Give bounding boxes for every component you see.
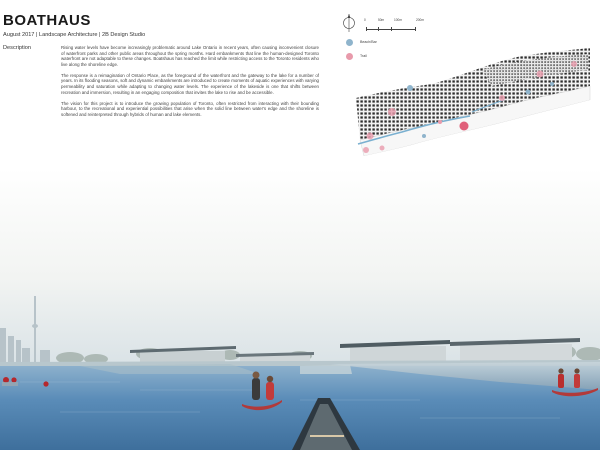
description-body	[61, 45, 319, 123]
map-node	[388, 108, 396, 116]
legend-beach-label: Beach/Bar	[360, 40, 377, 44]
project-subtitle: August 2017 | Landscape Architecture | 2B Design Studio	[3, 32, 146, 38]
map-node	[537, 71, 544, 78]
scale-bar-labels	[364, 18, 434, 24]
scale-bar	[366, 26, 416, 32]
legend-trail-label: Trail	[360, 54, 367, 58]
map-node	[460, 122, 469, 131]
description-paragraph-3: The vision for this project is to introduce the growing population of Toronto, often restricted from interacting with their bounding harbour, to the recreational and experiential possibilities that arise when the solid line between water's edge and the shoreline is softened and reinterpreted through hybrids of human and lake elements.	[61, 100, 319, 117]
north-arrow-icon	[342, 12, 356, 34]
map-node	[363, 147, 369, 153]
map-node	[380, 146, 385, 151]
map-node	[499, 95, 505, 101]
scale-label-50: 50m	[378, 18, 385, 22]
description-paragraph-2: The response is a reimagination of Ontario Place, as the foreground of the waterfront and the gateway to the lake for a number of years. In its flooding seasons, soft and dynamic embankments are introduced to create moments of aquatic experiences with varying permeability and saturation while adapting to changing water levels. The experience of the lakeside is one that shifts between recreation and immersion, resulting in an engaging composition that invites the lake to rise and be accessible.	[61, 72, 319, 95]
map-node	[367, 133, 374, 140]
scale-label-100: 100m	[394, 18, 402, 22]
scale-label-200: 200m	[416, 18, 424, 22]
site-plan-map	[352, 40, 592, 170]
waterfront-render	[0, 168, 600, 450]
map-node	[438, 120, 442, 124]
map-node	[407, 85, 413, 91]
description-label: Description	[3, 45, 31, 51]
project-title: BOATHAUS	[3, 12, 91, 29]
map-node	[550, 82, 554, 86]
sky	[0, 168, 600, 368]
map-node	[526, 90, 531, 95]
map-node	[571, 61, 577, 67]
description-paragraph-1: Rising water levels have become increasingly problematic around Lake Ontario in recent years, often causing inconvenient closure of waterfront parks and other public areas throughout the spring months. Hard embankments that line the human-designed Toronto waterfront are not adaptable to these changes. Boatshaus has reached the limit while restricting access to the Toronto residents who live along the shoreline edge.	[61, 45, 319, 67]
map-node	[422, 134, 426, 138]
scale-label-0: 0	[364, 18, 366, 22]
